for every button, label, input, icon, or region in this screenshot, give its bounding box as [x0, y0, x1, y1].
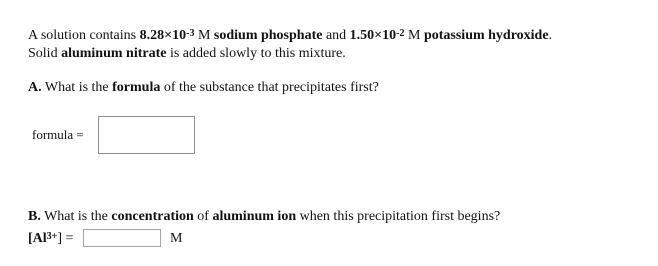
problem-statement-line1: A solution contains $8.28\times 10^{-3}$ M sodium phosphate and $1.50\times 10^{-2}$ M potassium hydroxide. — [28, 28, 553, 43]
part-b-question: B. What is the concentration of aluminum ion when this precipitation first begins? — [28, 209, 501, 224]
formula-label: formula = — [32, 127, 84, 142]
formula-input[interactable] — [98, 116, 195, 154]
aluminum-ion-label: $[Al^{3+}]$ = — [28, 231, 74, 246]
compound-potassium-hydroxide: potassium hydroxide — [423, 28, 549, 43]
aluminum-ion-concentration-input[interactable] — [83, 229, 161, 247]
compound-aluminum-nitrate: aluminum nitrate — [61, 46, 167, 61]
compound-sodium-phosphate: sodium phosphate — [213, 28, 323, 43]
unit-label: M — [170, 231, 183, 246]
sodium-phosphate-concentration: $8.28\times 10^{-3}$ — [139, 28, 195, 43]
part-a-question: A. What is the formula of the substance that precipitates first? — [28, 80, 379, 95]
problem-statement-line2: Solid aluminum nitrate is added slowly to this mixture. — [28, 46, 346, 61]
potassium-hydroxide-concentration: $1.50\times 10^{-2}$ — [349, 28, 405, 43]
